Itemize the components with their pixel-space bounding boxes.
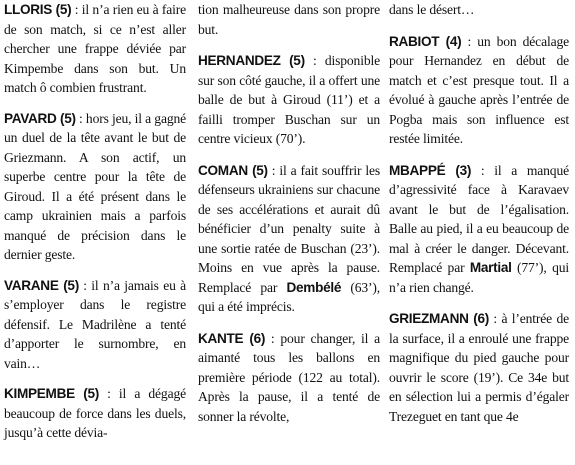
rating-paragraph-griezmann [389, 309, 569, 426]
rating-paragraph-hernandez [198, 51, 380, 149]
column-2 [198, 0, 380, 465]
player-name: VARANE (5) [4, 277, 79, 293]
rating-paragraph-pavard [4, 109, 186, 265]
rating-paragraph-lloris [4, 0, 186, 98]
rating-text: : disponible sur son côté gauche, il a offert une balle de but à Giroud (11’) et a failli tromper Buschan sur un centre vicieux (70’). [198, 53, 380, 146]
column-3 [389, 0, 569, 465]
rating-text: : il a dégagé beaucoup de force dans les duels, jusqu’à cette dévia- [4, 386, 186, 440]
rating-paragraph-mbappe [389, 161, 569, 298]
rating-text: : il n’a rien eu à faire de son match, si ce n’est aller chercher une frappe déviée par Kimpembe dans son but. Un match ô combien frustrant. [4, 2, 186, 95]
rating-paragraph-coman [198, 161, 380, 317]
player-name: PAVARD (5) [4, 110, 76, 126]
rating-paragraph-kante [198, 329, 380, 427]
player-name: MBAPPÉ (3) [389, 162, 472, 178]
rating-text: : hors jeu, il a gagné un duel de la tête avant le but de Griezmann. A son actif, un superbe centre pour la tête de Giroud. Il a été présent dans le camp ukrainien mais a parfois manqué de précision dans le dernier geste. [4, 110, 187, 262]
rating-text-after: (77’), qui n’a rien changé. [389, 260, 569, 295]
column-1 [4, 0, 186, 465]
player-name: GRIEZMANN (6) [389, 311, 489, 326]
rating-paragraph-rabiot [389, 32, 569, 149]
substitute-name: Martial [469, 260, 512, 275]
rating-text: : il a fait souffrir les défenseurs ukrainiens sur chacune de ses accélérations et aurait dû bénéficier d’un penalty suite à une sortie ratée de Buschan (23’). Moins en vue après la pause. Remplacé par [198, 162, 380, 295]
player-name: RABIOT (4) [389, 33, 462, 49]
player-name: LLORIS (5) [4, 2, 72, 17]
rating-text: : à l’entrée de la surface, il a enroulé une frappe magnifique du pied gauche pour ouvrir le score (19’). Ce 34e but en sélection lui a permis d’égaler Trezeguet en tant que 4e [389, 311, 569, 424]
rating-paragraph-varane [4, 276, 186, 374]
substitute-name: Dembélé [286, 279, 342, 295]
player-name: HERNANDEZ (5) [198, 53, 305, 68]
rating-text: : il a manqué d’agressivité face à Karavaev avant le but de l’égalisation. Balle au pied, il a eu beaucoup de mal à créer le danger. Décevant. Remplacé par [389, 162, 569, 275]
rating-text: : pour changer, il a aimanté tous les ballons en première période (122 au total). Après la pause, il a tenté de sonner la révolte, [198, 330, 380, 424]
continuation-text: tion malheureuse dans son propre but. [198, 2, 380, 37]
player-name: COMAN (5) [198, 162, 268, 178]
player-name: KIMPEMBE (5) [4, 386, 99, 401]
continuation-text: dans le désert… [389, 2, 475, 17]
player-name: KANTE (6) [198, 330, 266, 346]
rating-text: : un bon décalage pour Hernandez en début de match et c’est presque tout. Il a évolué à gauche après l’entrée de Pogba mais son influence est restée limitée. [389, 33, 569, 146]
rating-text: : il n’a jamais eu à s’employer dans le registre défensif. Le Madrilène a tenté d’apporter le surnombre, en vain… [4, 277, 186, 371]
rating-paragraph-kimpembe [4, 384, 186, 443]
rating-text-after: (63’), qui a été imprécis. [198, 279, 380, 314]
